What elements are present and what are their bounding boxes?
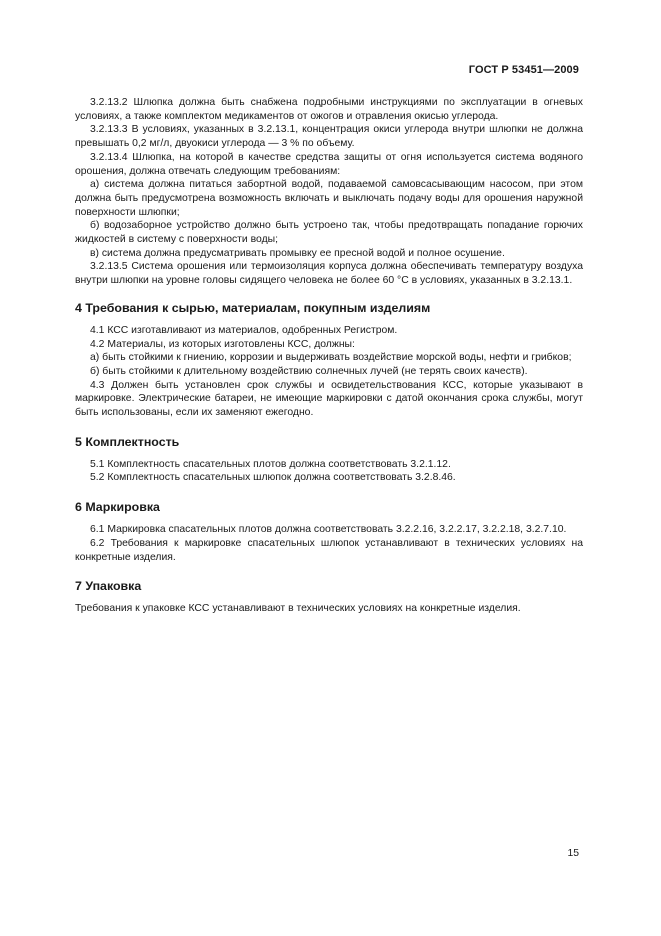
clause-6-2: 6.2 Требования к маркировке спасательных шлюпок устанавливают в технических условиях на конкретные изделия. (75, 537, 583, 563)
clause-3-2-13-5: 3.2.13.5 Система орошения или термоизоляция корпуса должна обеспечивать температуру воздуха внутри шлюпки на уровне головы сидящего человека не более 60 °С в условиях, указанных в 3.2.13.1. (75, 261, 583, 287)
clause-3-2-13-2: 3.2.13.2 Шлюпка должна быть снабжена подробными инструкциями по эксплуатации в огневых условиях, а также комплектом медикаментов от ожогов и отравления окисью углерода. (75, 97, 583, 122)
clause-4-2: 4.2 Материалы, из которых изготовлены КСС, должны: (90, 338, 355, 350)
clause-4-2-a: а) быть стойкими к гниению, коррозии и выдерживать воздействие морской воды, нефти и грибков; (90, 352, 572, 364)
clause-4-3: 4.3 Должен быть установлен срок службы и освидетельствования КСС, которые указывают в маркировке. Электрические батареи, не имеющие маркировки с датой окончания срока службы, могут быть использованы, если их заменяют ежегодно. (75, 379, 583, 419)
clause-3-2-13-4: 3.2.13.4 Шлюпка, на которой в качестве средства защиты от огня используется система водяного орошения, должна отвечать следующим требованиям: (75, 151, 583, 177)
clause-3-2-13-4-v: в) система должна предусматривать промывку ее пресной водой и полное осушение. (90, 247, 505, 259)
clause-5-1: 5.1 Комплектность спасательных плотов должна соответствовать 3.2.1.12. (90, 458, 451, 470)
clause-5-2: 5.2 Комплектность спасательных шлюпок должна соответствовать 3.2.8.46. (90, 472, 456, 484)
clause-7-text: Требования к упаковке КСС устанавливают в технических условиях на конкретные изделия. (75, 603, 521, 615)
clause-3-2-13-4-b: б) водозаборное устройство должно быть устроено так, чтобы предотвращать попадание горючих жидкостей в систему с поверхности воды; (75, 220, 583, 246)
section-6-heading: 6 Маркировка (75, 500, 160, 515)
clause-3-2-13-3: 3.2.13.3 В условиях, указанных в 3.2.13.1, концентрация окиси углерода внутри шлюпки не должна превышать 0,2 мг/л, двуокиси углерода — 3 % по объему. (75, 124, 583, 150)
document-id: ГОСТ Р 53451—2009 (468, 64, 579, 76)
clause-4-1: 4.1 КСС изготавливают из материалов, одобренных Регистром. (90, 324, 398, 336)
page-content (75, 96, 583, 616)
page-number: 15 (567, 848, 579, 859)
section-5-heading: 5 Комплектность (75, 434, 180, 449)
clause-6-1: 6.1 Маркировка спасательных плотов должна соответствовать 3.2.2.16, 3.2.2.17, 3.2.2.18, 3.2.7.10. (90, 524, 567, 536)
section-4-heading: 4 Требования к сырью, материалам, покупным изделиям (75, 300, 431, 315)
section-7-heading: 7 Упаковка (75, 579, 142, 594)
clause-4-2-b: б) быть стойкими к длительному воздействию солнечных лучей (не терять своих качеств). (90, 365, 528, 377)
clause-3-2-13-4-a: а) система должна питаться забортной водой, подаваемой самовсасывающим насосом, при этом должна быть предусмотрена возможность включать и выключать подачу воды для орошения наружной поверхности шлюпки; (75, 179, 583, 218)
